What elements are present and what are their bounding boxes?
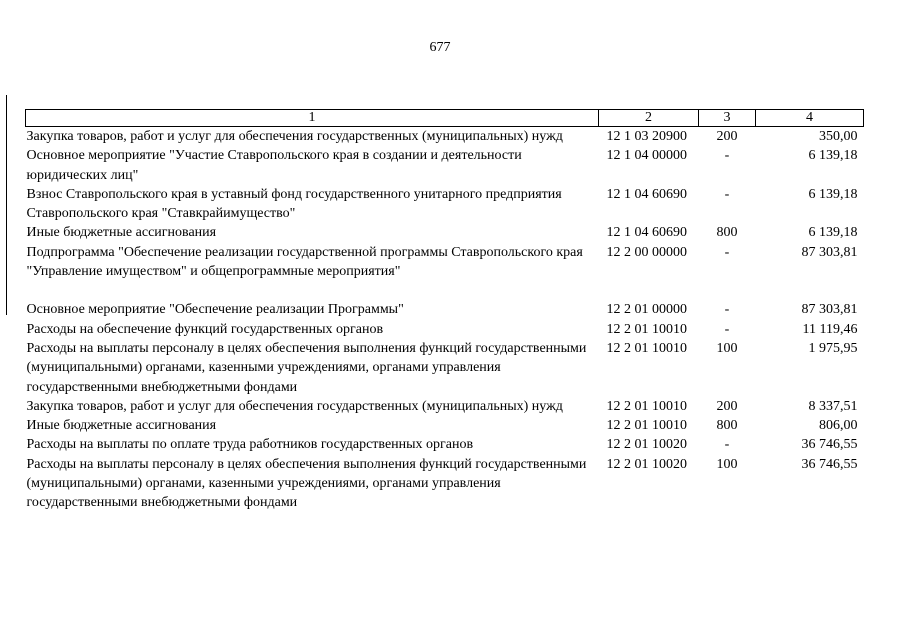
row-name: Расходы на выплаты персоналу в целях обеспечения выполнения функций государственными (муниципальными) органами, казенными учреждениями, органами управления государственными внебюджетными фондами bbox=[26, 340, 587, 395]
row-name: Иные бюджетные ассигнования bbox=[26, 225, 217, 241]
row-kind: 800 bbox=[716, 418, 738, 434]
row-amount: 1 975,95 bbox=[808, 340, 858, 356]
table-row bbox=[26, 223, 864, 242]
header-col-4: 4 bbox=[756, 110, 864, 127]
row-amount: 87 303,81 bbox=[801, 244, 858, 260]
table-row bbox=[26, 243, 864, 301]
header-col-1: 1 bbox=[26, 110, 599, 127]
table-row bbox=[26, 339, 864, 397]
row-amount: 6 139,18 bbox=[808, 186, 858, 202]
row-code: 12 1 04 00000 bbox=[606, 148, 687, 164]
row-kind: - bbox=[724, 186, 730, 202]
row-name: Расходы на обеспечение функций государственных органов bbox=[26, 321, 384, 337]
row-kind: - bbox=[724, 437, 730, 453]
row-code: 12 1 03 20900 bbox=[606, 129, 687, 144]
row-kind: - bbox=[724, 148, 730, 164]
row-amount: 6 139,18 bbox=[808, 225, 858, 241]
budget-table bbox=[25, 109, 864, 513]
table-row bbox=[26, 146, 864, 185]
row-kind: - bbox=[724, 244, 730, 260]
table-row bbox=[26, 300, 864, 319]
header-col-2: 2 bbox=[599, 110, 699, 127]
row-code: 12 2 00 00000 bbox=[606, 244, 687, 260]
row-kind: - bbox=[724, 302, 730, 318]
table-row bbox=[26, 397, 864, 416]
table-row bbox=[26, 416, 864, 435]
row-amount: 36 746,55 bbox=[801, 437, 858, 453]
table-row bbox=[26, 435, 864, 454]
row-code: 12 1 04 60690 bbox=[606, 225, 687, 241]
table-row bbox=[26, 127, 864, 147]
row-name: Закупка товаров, работ и услуг для обеспечения государственных (муниципальных) нужд bbox=[26, 129, 563, 144]
row-code: 12 2 01 10010 bbox=[606, 418, 687, 434]
row-code: 12 1 04 60690 bbox=[606, 186, 687, 202]
row-code: 12 2 01 10020 bbox=[606, 437, 687, 453]
row-amount: 87 303,81 bbox=[801, 302, 858, 318]
row-code: 12 2 01 10010 bbox=[606, 398, 687, 414]
row-amount: 6 139,18 bbox=[808, 148, 858, 164]
row-kind: 100 bbox=[716, 340, 738, 356]
row-name: Подпрограмма "Обеспечение реализации государственной программы Ставропольского края "Управление имуществом" и общепрограммные мероприятия" bbox=[26, 244, 583, 280]
row-kind: 800 bbox=[716, 225, 738, 241]
row-name: Иные бюджетные ассигнования bbox=[26, 418, 217, 434]
table-row bbox=[26, 185, 864, 224]
row-amount: 8 337,51 bbox=[808, 398, 858, 414]
row-code: 12 2 01 10010 bbox=[606, 321, 687, 337]
row-name: Взнос Ставропольского края в уставный фонд государственного унитарного предприятия Ставропольского края "Ставкрайимущество" bbox=[26, 186, 562, 222]
row-name: Основное мероприятие "Участие Ставропольского края в создании и деятельности юридических лиц" bbox=[26, 148, 522, 183]
row-amount: 350,00 bbox=[819, 129, 858, 144]
row-name: Основное мероприятие "Обеспечение реализации Программы" bbox=[26, 302, 404, 318]
header-col-3: 3 bbox=[699, 110, 756, 127]
header-row bbox=[26, 110, 864, 127]
row-amount: 806,00 bbox=[819, 418, 858, 434]
table-row bbox=[26, 320, 864, 339]
row-name: Расходы на выплаты персоналу в целях обеспечения выполнения функций государственными (муниципальными) органами, казенными учреждениями, органами управления государственными внебюджетными фондами bbox=[26, 456, 587, 511]
row-code: 12 2 01 00000 bbox=[606, 302, 687, 318]
row-kind: 200 bbox=[716, 129, 738, 144]
row-code: 12 2 01 10020 bbox=[606, 456, 687, 472]
margin-rule bbox=[6, 95, 7, 315]
row-name: Расходы на выплаты по оплате труда работников государственных органов bbox=[26, 437, 474, 453]
page-number: 677 bbox=[429, 40, 451, 55]
row-kind: - bbox=[724, 321, 730, 337]
row-amount: 11 119,46 bbox=[802, 321, 858, 337]
row-name: Закупка товаров, работ и услуг для обеспечения государственных (муниципальных) нужд bbox=[26, 398, 563, 414]
table-row bbox=[26, 455, 864, 513]
row-code: 12 2 01 10010 bbox=[606, 340, 687, 356]
row-kind: 100 bbox=[716, 456, 738, 472]
row-amount: 36 746,55 bbox=[801, 456, 858, 472]
row-kind: 200 bbox=[716, 398, 738, 414]
